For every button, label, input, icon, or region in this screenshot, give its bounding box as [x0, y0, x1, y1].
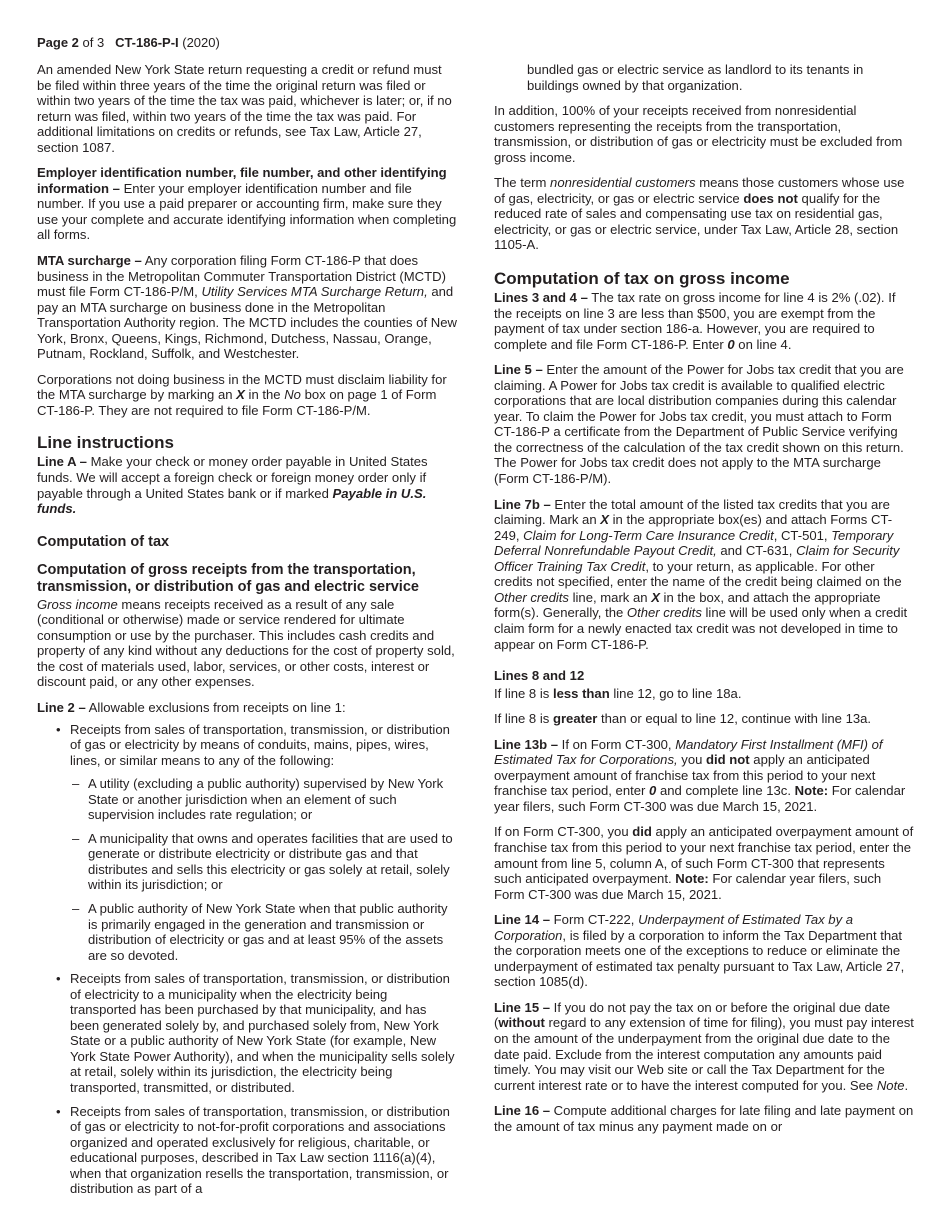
ein-paragraph: Employer identification number, file number, and other identifying information – Enter your employer identification number and file number. If you use a paid preparer or accounting firm, make sure they use your complete and accurate identifying information when completing all forms.: [37, 165, 457, 243]
lines-8-12-heading: Lines 8 and 12: [494, 668, 585, 684]
line-8-less-than-paragraph: If line 8 is less than line 12, go to line 18a.: [494, 685, 742, 701]
line-7b-paragraph: Line 7b – Enter the total amount of the listed tax credits that you are claiming. Mark an X in the appropriate box(es) and attach Forms CT-249, Claim for Long-Term Care Insurance Credit, CT-501, Temporary Deferral Nonrefundable Payout Credit, and CT-631, Claim for Security Officer Training Tax Credit, to your return, as applicable. For other credits not specified, enter the name of the credit being claimed on the Other credits line, mark an X in the box, and attach the appropriate form(s). Generally, the Other credits line will be used only when a credit claim form for a newly enacted tax credit was not developed in time to appear on Form CT-186-P.: [494, 496, 908, 652]
line-a-paragraph: Line A – Make your check or money order payable in United States funds. We will accept a foreign check or foreign money order only if payable through a United States bank or if marked Payable in U.S. funds.: [37, 454, 428, 517]
exclusion-bullet-3: • Receipts from sales of transportation, transmission, or distribution of gas or electricity to not-for-profit corporations and associations organized and operated exclusively for religious, charitable, or educational purposes, described in Tax Law section 1116(a)(4), when that organization resells the transportation, transmission, or distribution as part of a: [37, 1104, 457, 1197]
line-14-paragraph: Line 14 – Form CT-222, Underpayment of Estimated Tax by a Corporation, is filed by a corporation to inform the Tax Department that the corporation meets one of the exceptions to reduce or eliminate the underpayment of estimated tax penalty pursuant to Tax Law, Article 27, section 1085(d).: [494, 912, 905, 990]
exclusion-dash-3: – A public authority of New York State when that public authority is primarily engaged in the generation and transmission or distribution of electricity or gas and at least 95% of the assets are so devoted.: [37, 901, 457, 963]
computation-of-gross-receipts-heading: Computation of gross receipts from the transportation, transmission, or distribution of gas and electric service: [37, 561, 419, 595]
lines-3-4-paragraph: Lines 3 and 4 – The tax rate on gross income for line 4 is 2% (.02). If the receipts on line 3 are less than $500, you are exempt from the payment of tax under section 186-a. However, you are required to complete and file Form CT-186-P. Enter 0 on line 4.: [494, 290, 896, 352]
exclusion-bullet-1: • Receipts from sales of transportation, transmission, or distribution of gas or electricity by means of conduits, mains, pipes, wires, lines, or similar means to any of the following:: [37, 722, 457, 769]
page-header: [37, 35, 220, 51]
exclusion-bullet-2: • Receipts from sales of transportation, transmission, or distribution of electricity to a municipality when the electricity being transported has been purchased by that municipality, and has been generated solely by, and purchased solely from, New York State or a public authority of New York State (for example, New York State Power Authority), and when the municipality sells solely at retail, solely within its jurisdiction, the electricity being transported, transmitted, or distributed.: [37, 971, 457, 1095]
gross-income-paragraph: Gross income means receipts received as a result of any sale (conditional or otherwise) made or service rendered for ultimate consumption or use by the purchaser. This includes cash credits and property of any kind without any deductions for the cost of property sold, the cost of materials used, labor, services, or other costs, interest or discount paid, or any other expenses.: [37, 596, 455, 690]
line-13b-paragraph: Line 13b – If on Form CT-300, Mandatory First Installment (MFI) of Estimated Tax for Corporations, you did not apply an anticipated overpayment amount of franchise tax from this period to your next franchise tax period, enter 0 and complete line 13c. Note: For calendar year filers, such Form CT-300 was due March 15, 2021.: [494, 736, 906, 814]
exclusion-dash-1: – A utility (excluding a public authority) supervised by New York State or another jurisdiction when an element of such supervision includes rate regulation; or: [37, 776, 457, 823]
line-16-paragraph: Line 16 – Compute additional charges for late filing and late payment on the amount of tax minus any payment made on or: [494, 1103, 914, 1134]
page-number: Page 2: [37, 35, 79, 50]
computation-of-tax-on-gross-income-heading: Computation of tax on gross income: [494, 269, 790, 289]
exclusion-dash-2: – A municipality that owns and operates facilities that are used to generate or distribute electricity or distribute gas and that distributes and sells this electricity or gas solely at retail, solely within its jurisdiction; or: [37, 831, 457, 893]
right-column: [494, 62, 914, 1144]
line-15-paragraph: Line 15 – If you do not pay the tax on or before the original due date (without regard to any extension of time for filing), you must pay interest on the amount of the underpayment from the original due date to the date paid. Exclude from the interest computation any amounts paid timely. You may visit our Web site or call the Tax Department for the current interest rate or to have the interest computed for you. See Note.: [494, 999, 914, 1093]
nonresidential-definition-paragraph: The term nonresidential customers means those customers whose use of gas, electricity, or gas or electric service does not qualify for the reduced rate of sales and compensating use tax on residential gas, electricity, or gas or electric service, under Tax Law, Article 28, section 1105-A.: [494, 175, 905, 253]
line-2-paragraph: Line 2 – Allowable exclusions from receipts on line 1:: [37, 699, 346, 715]
left-column: [37, 62, 457, 1205]
form-id: CT-186-P-I: [115, 35, 179, 50]
amended-return-paragraph: An amended New York State return requesting a credit or refund must be filed within three years of the time the original return was filed or within two years of the time the tax was paid, whichever is later; or, if no return was filed, within two years of the time the tax was paid. For additional limitations on credits or refunds, see Tax Law, Article 27, section 1087.: [37, 62, 452, 155]
line-8-greater-paragraph: If line 8 is greater than or equal to line 12, continue with line 13a.: [494, 711, 872, 727]
mta-surcharge-paragraph: MTA surcharge – Any corporation filing Form CT-186-P that does business in the Metropolitan Commuter Transportation District (MCTD) must file Form CT-186-P/M, Utility Services MTA Surcharge Return, and pay an MTA surcharge on business done in the Metropolitan Transportation Authority region. The MCTD includes the counties of New York, Bronx, Queens, Kings, Richmond, Dutchess, Nassau, Orange, Putnam, Rockland, Suffolk, and Westchester.: [37, 253, 457, 362]
nonresidential-receipts-paragraph: In addition, 100% of your receipts received from nonresidential customers representing the receipts from the transportation, transmission, or distribution of gas or electricity must be excluded from gross income.: [494, 103, 903, 165]
line-13c-paragraph: If on Form CT-300, you did apply an anticipated overpayment amount of franchise tax from this period to your next franchise tax period, enter the amount from line 5, column A, of such Form CT-300 that represents such anticipated overpayment. Note: For calendar year filers, such Form CT-300 was due March 15, 2021.: [494, 824, 914, 902]
line-5-paragraph: Line 5 – Enter the amount of the Power for Jobs tax credit that you are claiming. A Power for Jobs tax credit is available to qualified electric corporations that are local distribution companies during this calendar year. To claim the Power for Jobs tax credit, you must attach to Form CT-186-P a certificate from the Department of Public Service verifying the correctness of the calculation of the tax credit shown on this return. The Power for Jobs tax credit does not apply to the MTA surcharge (Form CT-186-P/M).: [494, 362, 904, 487]
page-count: of 3: [78, 35, 105, 50]
form-year: (2020): [178, 35, 220, 50]
computation-of-tax-heading: Computation of tax: [37, 533, 170, 550]
mctd-disclaim-paragraph: Corporations not doing business in the MCTD must disclaim liability for the MTA surcharge by marking an X in the No box on page 1 of Form CT-186-P. They are not required to file Form CT-186-P/M.: [37, 371, 447, 418]
exclusion-bullet-3-continued: bundled gas or electric service as landlord to its tenants in buildings owned by that organization.: [527, 62, 864, 93]
line-instructions-heading: Line instructions: [37, 433, 174, 453]
